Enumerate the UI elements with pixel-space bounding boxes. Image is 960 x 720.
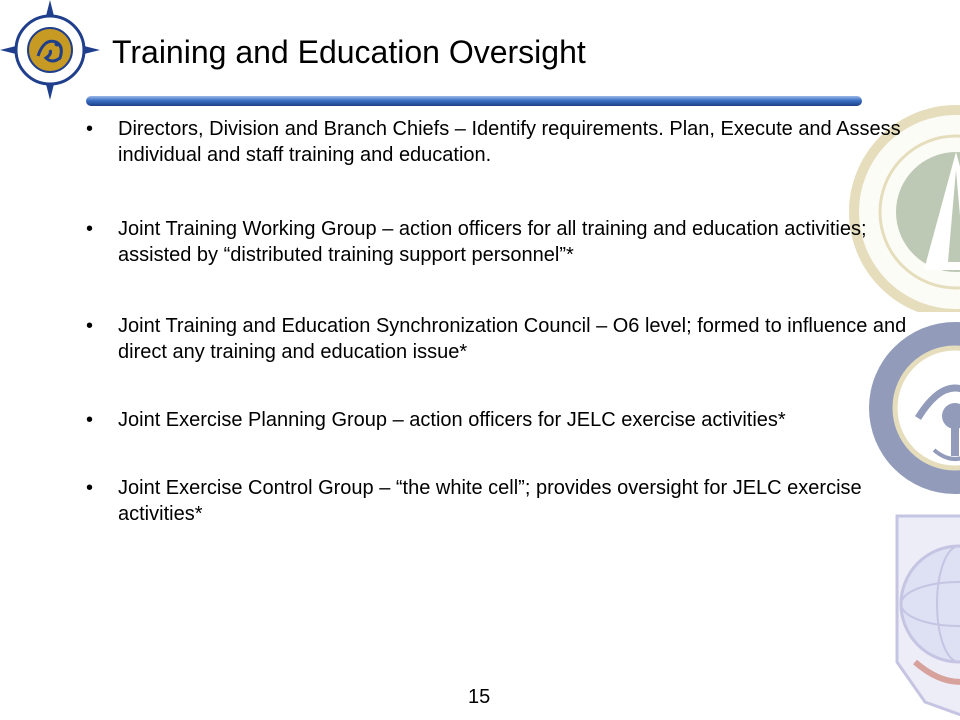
bullet-item: • Joint Training Working Group – action officers for all training and education activities; assisted by “distributed training support personnel”*	[78, 216, 918, 268]
bullet-item: • Joint Training and Education Synchronization Council – O6 level; formed to influence and direct any training and education issue*	[78, 313, 918, 365]
bullet-item: • Directors, Division and Branch Chiefs – Identify requirements. Plan, Execute and Assess individual and staff training and education.	[78, 116, 918, 168]
bullet-list	[78, 116, 918, 527]
bullet-item: • Joint Exercise Control Group – “the white cell”; provides oversight for JELC exercise activities*	[78, 475, 918, 527]
bullet-item: • Joint Exercise Planning Group – action officers for JELC exercise activities*	[78, 407, 918, 433]
ustranscom-logo	[0, 0, 100, 100]
page-number: 15	[468, 686, 491, 708]
air-mobility-seal	[885, 512, 960, 720]
title-underline-bar	[86, 95, 862, 107]
slide-title: Training and Education Oversight	[112, 34, 586, 70]
